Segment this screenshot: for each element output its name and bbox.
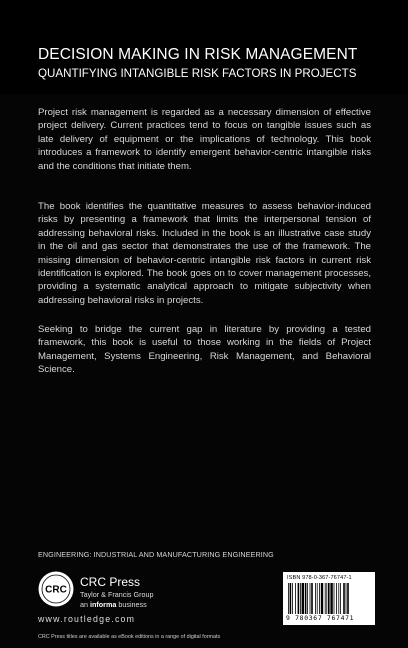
business-prefix: an [80,600,88,609]
barcode-icon [286,583,372,617]
description-paragraph-3: Seeking to bridge the current gap in literature by providing a tested framework, this book is useful to those working in the fields of Project Management, Systems Engineering, Risk Management, and Behavioral Science. [38,324,371,376]
isbn-number: ISBN 978-0-367-76747-1 [287,575,352,581]
description-paragraph-2: The book identifies the quantitative measures to assess behavior-induced risks by presenting a framework that limits the interpersonal tension of addressing behavioral risks. Included in the book is an illustrative case study in the oil and gas sector that demonstrates the use of the framework. The missing dimension of behavior-centric intangible risk factors in current risk identification is explored. The book goes on to cover management processes, providing a systematic analytical approach to mitigate subjectivity when addressing behavioral risks in projects. [38,201,371,306]
publisher-website[interactable]: www.routledge.com [38,614,136,624]
publisher-group: Taylor & Francis Group [80,590,154,599]
logo-text: CRC [45,584,67,596]
book-title: DECISION MAKING IN RISK MANAGEMENT [38,46,358,63]
publisher-name: CRC Press [80,575,141,589]
subject-category: ENGINEERING: INDUSTRIAL AND MANUFACTURING ENGINEERING [38,550,274,559]
book-subtitle: QUANTIFYING INTANGIBLE RISK FACTORS IN PROJECTS [38,67,357,80]
ebook-note: CRC Press titles are available as eBook editions in a range of digital formats [38,634,221,640]
business-brand: informa [90,600,117,609]
crc-press-logo-icon [38,571,74,607]
description-paragraph-1: Project risk management is regarded as a necessary dimension of effective project delivery. Current practices tend to focus on tangible issues such as late delivery of equipment or the implications of technology. This book introduces a framework to identify emergent behavior-centric intangible risks and the conditions that initiate them. [38,107,371,172]
barcode-digits: 9 780367 767471 [286,614,372,622]
isbn-barcode-panel [283,572,375,625]
publisher-business [80,600,147,609]
cover-header [0,0,408,94]
business-suffix: business [118,600,147,609]
